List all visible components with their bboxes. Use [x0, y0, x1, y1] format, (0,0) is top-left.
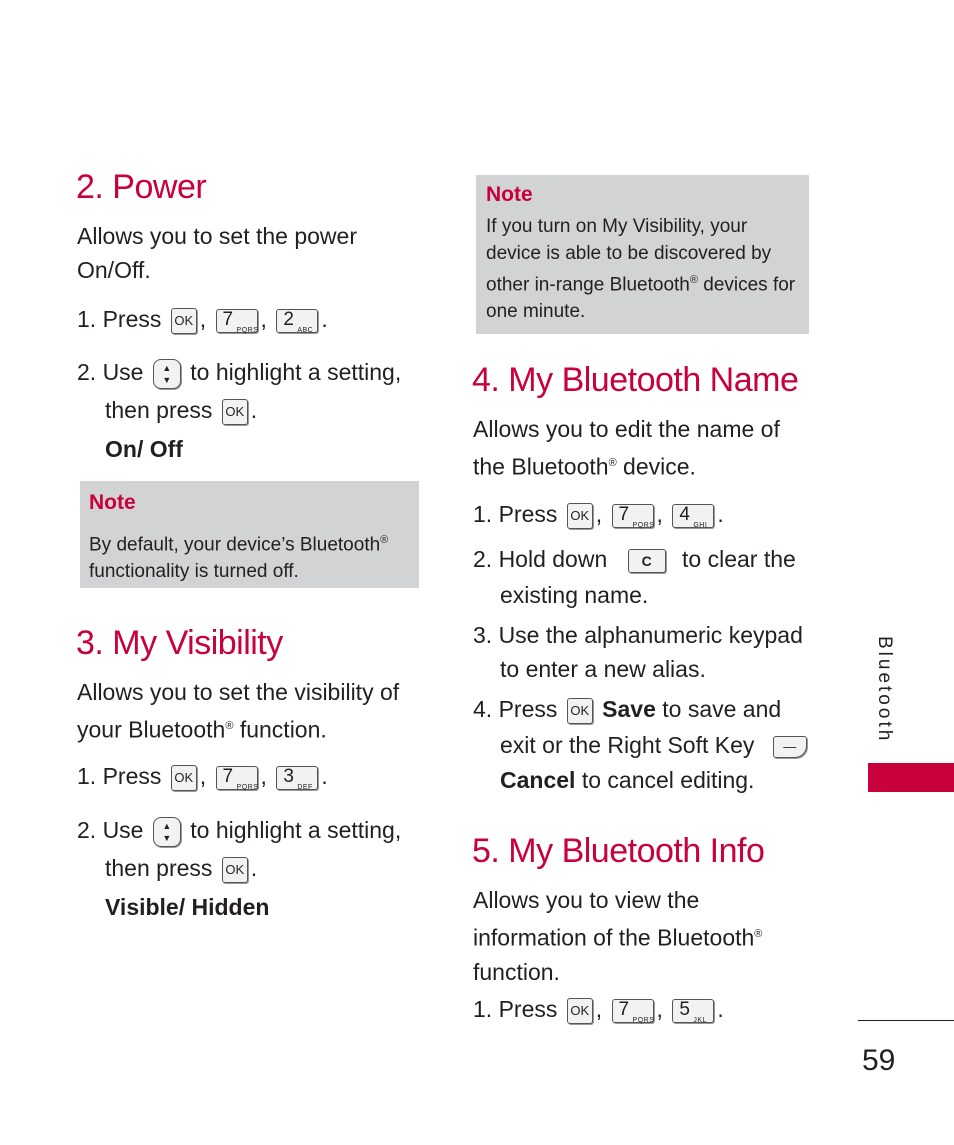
- note-line: device is able to be discovered by: [486, 243, 772, 264]
- step-text: then press: [105, 855, 213, 881]
- ok-key-icon: OK: [171, 765, 197, 791]
- key-digit: 7: [618, 503, 630, 525]
- step-text: to highlight a setting,: [190, 359, 402, 385]
- visibility-step-2-line2: [105, 851, 257, 885]
- section-title-visibility: 3. My Visibility: [76, 624, 283, 662]
- section-title-power: 2. Power: [76, 168, 207, 206]
- note-title: Note: [486, 183, 533, 206]
- key-digit: 5: [679, 998, 690, 1020]
- step-text: then press: [105, 397, 213, 423]
- visibility-step-1: [77, 759, 328, 793]
- name-description: [473, 412, 780, 484]
- section-title-bluetooth-info: 5. My Bluetooth Info: [472, 832, 765, 870]
- power-step-2-line2: [105, 393, 257, 427]
- key-letters: GHI: [693, 521, 708, 529]
- step-text: 1. Press: [473, 501, 558, 527]
- visibility-step-2: [77, 813, 401, 847]
- ok-key-icon: OK: [222, 399, 248, 425]
- info-desc-line2: information of the Bluetooth: [473, 924, 755, 951]
- note-title: Note: [89, 491, 136, 514]
- period: .: [250, 855, 258, 881]
- key-3-icon: [276, 766, 318, 790]
- period: .: [717, 996, 724, 1022]
- step-text: to highlight a setting,: [190, 817, 402, 843]
- step-text: 2. Use: [77, 817, 144, 843]
- comma: ,: [199, 763, 207, 789]
- key-5-icon: [672, 999, 714, 1023]
- step-text: 1. Press: [77, 763, 162, 789]
- key-letters: ABC: [297, 326, 314, 334]
- nav-key-icon: [153, 817, 181, 847]
- right-soft-key-icon: —: [773, 736, 807, 758]
- info-desc-line1: Allows you to view the: [473, 887, 700, 913]
- registered-mark: ®: [689, 274, 698, 286]
- step-text: to enter a new alias.: [500, 656, 706, 682]
- nav-up-glyph: ▲: [162, 362, 172, 373]
- name-desc-line1: Allows you to edit the name of: [473, 416, 780, 442]
- step-text: 4. Press: [473, 696, 558, 722]
- name-step-4: [473, 692, 781, 726]
- name-step-4-line3: [500, 763, 754, 797]
- comma: ,: [656, 996, 663, 1022]
- info-description: [473, 883, 762, 989]
- key-letters: DEF: [297, 783, 313, 791]
- page-number: 59: [862, 1044, 896, 1077]
- step-text: to save and: [662, 696, 782, 722]
- note-text: [486, 213, 795, 325]
- note-line: other in-range Bluetooth: [486, 274, 690, 296]
- comma: ,: [260, 306, 267, 332]
- key-digit: 4: [679, 503, 690, 525]
- name-step-2: [473, 542, 796, 576]
- comma: ,: [260, 763, 267, 789]
- step-text: 1. Press: [77, 306, 162, 332]
- comma: ,: [656, 501, 663, 527]
- note-line: functionality is turned off.: [89, 561, 299, 583]
- key-letters: PQRS: [632, 1016, 655, 1024]
- key-letters: PQRS: [236, 783, 259, 791]
- name-step-2-line2: existing name.: [500, 582, 649, 608]
- power-desc-line1: Allows you to set the power: [77, 223, 357, 249]
- page-number-rule: [858, 1020, 954, 1021]
- ok-key-icon: OK: [171, 308, 197, 334]
- info-desc-line3: function.: [473, 958, 560, 985]
- key-digit: 7: [222, 765, 234, 787]
- power-description: [77, 219, 357, 287]
- power-options: On/ Off: [105, 436, 183, 462]
- registered-mark: ®: [754, 928, 763, 940]
- nav-down-glyph: ▼: [162, 374, 172, 385]
- period: .: [250, 397, 258, 423]
- power-step-1: [77, 302, 328, 336]
- name-step-3: [473, 618, 803, 686]
- key-7-icon: [612, 504, 654, 528]
- registered-mark: ®: [225, 720, 234, 732]
- key-4-icon: [672, 504, 714, 528]
- name-step-1: [473, 497, 724, 531]
- key-letters: PQRS: [236, 326, 259, 334]
- note-line: If you turn on My Visibility, your: [486, 216, 748, 237]
- step-text: 3. Use the alphanumeric keypad: [473, 622, 803, 648]
- power-step-2: [77, 355, 401, 389]
- key-2-icon: [276, 309, 318, 333]
- nav-up-glyph: ▲: [162, 820, 172, 831]
- ok-key-icon: OK: [222, 857, 248, 883]
- note-line: devices for: [697, 274, 796, 296]
- key-7-icon: [612, 999, 654, 1023]
- name-step-4-line2: [500, 728, 810, 762]
- note-text: [89, 527, 388, 585]
- comma: ,: [595, 996, 603, 1022]
- key-letters: PQRS: [632, 521, 655, 529]
- info-step-1: [473, 992, 724, 1026]
- visibility-description: [77, 675, 399, 747]
- step-text: 2. Use: [77, 359, 144, 385]
- ok-key-icon: OK: [567, 503, 593, 529]
- section-title-bluetooth-name: 4. My Bluetooth Name: [472, 361, 799, 399]
- key-digit: 7: [222, 308, 234, 330]
- key-digit: 2: [283, 308, 294, 330]
- nav-key-icon: [153, 359, 181, 389]
- name-desc-line2b: device.: [616, 453, 696, 480]
- comma: ,: [595, 501, 603, 527]
- visibility-desc-line2b: function.: [233, 716, 327, 743]
- key-7-icon: [216, 766, 258, 790]
- visibility-desc-line1: Allows you to set the visibility of: [77, 679, 400, 705]
- step-text: 1. Press: [473, 996, 558, 1022]
- key-digit: 7: [618, 998, 630, 1020]
- note-box-visibility: [476, 175, 809, 334]
- visibility-desc-line2: your Bluetooth: [77, 716, 226, 743]
- nav-down-glyph: ▼: [162, 832, 172, 843]
- ok-key-icon: OK: [567, 698, 593, 724]
- clear-key-icon: C: [628, 549, 666, 573]
- save-label: Save: [602, 696, 656, 722]
- step-text: exit or the Right Soft Key: [500, 732, 755, 758]
- side-tab-label-wrap: [866, 636, 902, 756]
- step-text: to clear the: [682, 546, 796, 572]
- cancel-label: Cancel: [500, 767, 576, 793]
- key-letters: JKL: [693, 1016, 707, 1024]
- side-tab-marker: [868, 763, 954, 792]
- registered-mark: ®: [380, 534, 389, 546]
- key-digit: 3: [283, 765, 294, 787]
- registered-mark: ®: [608, 457, 617, 469]
- note-line: one minute.: [486, 301, 586, 323]
- step-text: to cancel editing.: [581, 767, 755, 793]
- comma: ,: [199, 306, 207, 332]
- name-desc-line2: the Bluetooth: [473, 453, 609, 480]
- ok-key-icon: OK: [567, 998, 593, 1024]
- note-line: By default, your device’s Bluetooth: [89, 534, 381, 556]
- visibility-options: Visible/ Hidden: [105, 894, 270, 920]
- side-tab-label: Bluetooth: [874, 636, 895, 744]
- period: .: [717, 501, 724, 527]
- key-7-icon: [216, 309, 258, 333]
- period: .: [321, 763, 328, 789]
- period: .: [321, 306, 328, 332]
- step-text: 2. Hold down: [473, 546, 608, 572]
- note-box-power: [80, 481, 419, 588]
- power-desc-line2: On/Off.: [77, 257, 151, 283]
